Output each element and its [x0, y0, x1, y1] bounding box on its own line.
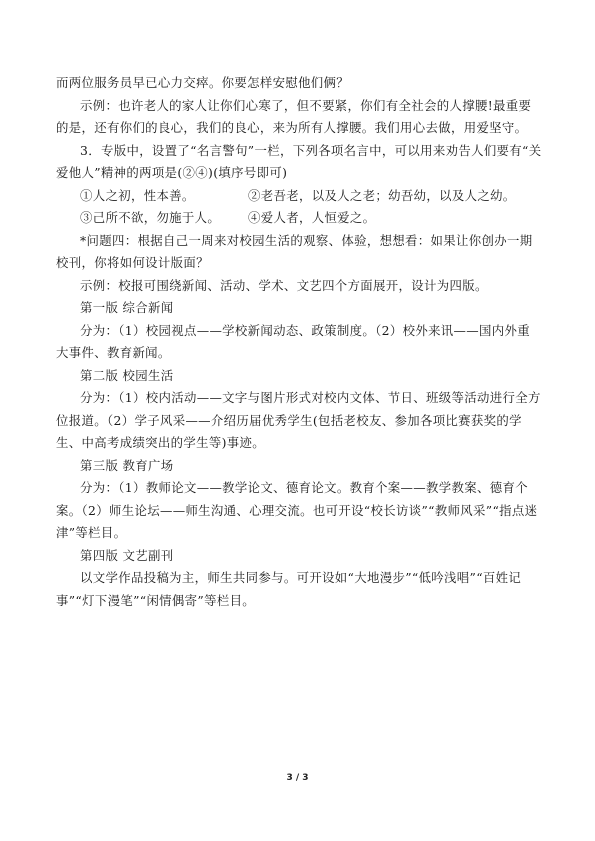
example-paragraph-2: 示例：校报可围绕新闻、活动、学术、文艺四个方面展开，设计为四版。	[80, 277, 488, 293]
section-heading-1: 第一版 综合新闻	[80, 300, 174, 315]
choice-2: ②老吾老，以及人之老；幼吾幼，以及人之幼。	[248, 187, 516, 203]
section-heading-2: 第二版 校园生活	[80, 367, 174, 383]
paragraph-1: 而两位服务员早已心力交瘁。你要怎样安慰他们俩？	[56, 75, 350, 90]
choice-1: ①人之初，性本善。	[80, 187, 195, 203]
choice-4: ④爱人者，人恒爱之。	[248, 210, 376, 225]
example-paragraph-1: 示例：也许老人的家人让你们心寒了，但不要紧，你们有全社会的人撑腰!最重要的是，还有你们的良心，我们的良心，来为所有人撑腰。我们用心去做，用爱坚守。	[56, 97, 532, 135]
section-4-body: 以文学作品投稿为主，师生共同参与。可开设如“大地漫步”“低吟浅唱”“百姓记事”“灯下漫笔”“闲情偶寄”等栏目。	[56, 570, 522, 608]
section-1-body: 分为：（1）校园视点——学校新闻动态、政策制度。（2）校外来讯——国内外重大事件、教育新闻。	[56, 322, 530, 360]
section-2-body: 分为：（1）校内活动——文字与图片形式对校内文体、节日、班级等活动进行全方位报道。（2）学子风采——介绍历届优秀学生(包括老校友、参加各项比赛获奖的学生、中高考成绩突出的学生等)事迹。	[56, 390, 541, 450]
choices-list	[56, 185, 542, 230]
question-3: 3．专版中，设置了“名言警句”一栏，下列各项名言中，可以用来劝告人们要有“关爱他人”精神的两项是(②④)(填序号即可)	[56, 142, 542, 180]
question-4: *问题四：根据自己一周来对校园生活的观察、体验，想想看：如果让你创办一期校刊，你将如何设计版面？	[56, 232, 533, 270]
choices-row-2	[80, 207, 542, 230]
document-body	[56, 72, 542, 612]
choice-3: ③己所不欲，勿施于人。	[80, 210, 221, 225]
page-number: 3 / 3	[286, 773, 309, 783]
section-heading-3: 第三版 教育广场	[80, 457, 174, 473]
choices-row-1	[80, 185, 542, 208]
section-3-body: 分为：（1）教师论文——教学论文、德育论文。教育个案——教学教案、德育个案。（2）师生论坛——师生沟通、心理交流。也可开设“校长访谈”“教师风采”“指点迷津”等栏目。	[56, 480, 538, 540]
section-heading-4: 第四版 文艺副刊	[80, 547, 174, 563]
